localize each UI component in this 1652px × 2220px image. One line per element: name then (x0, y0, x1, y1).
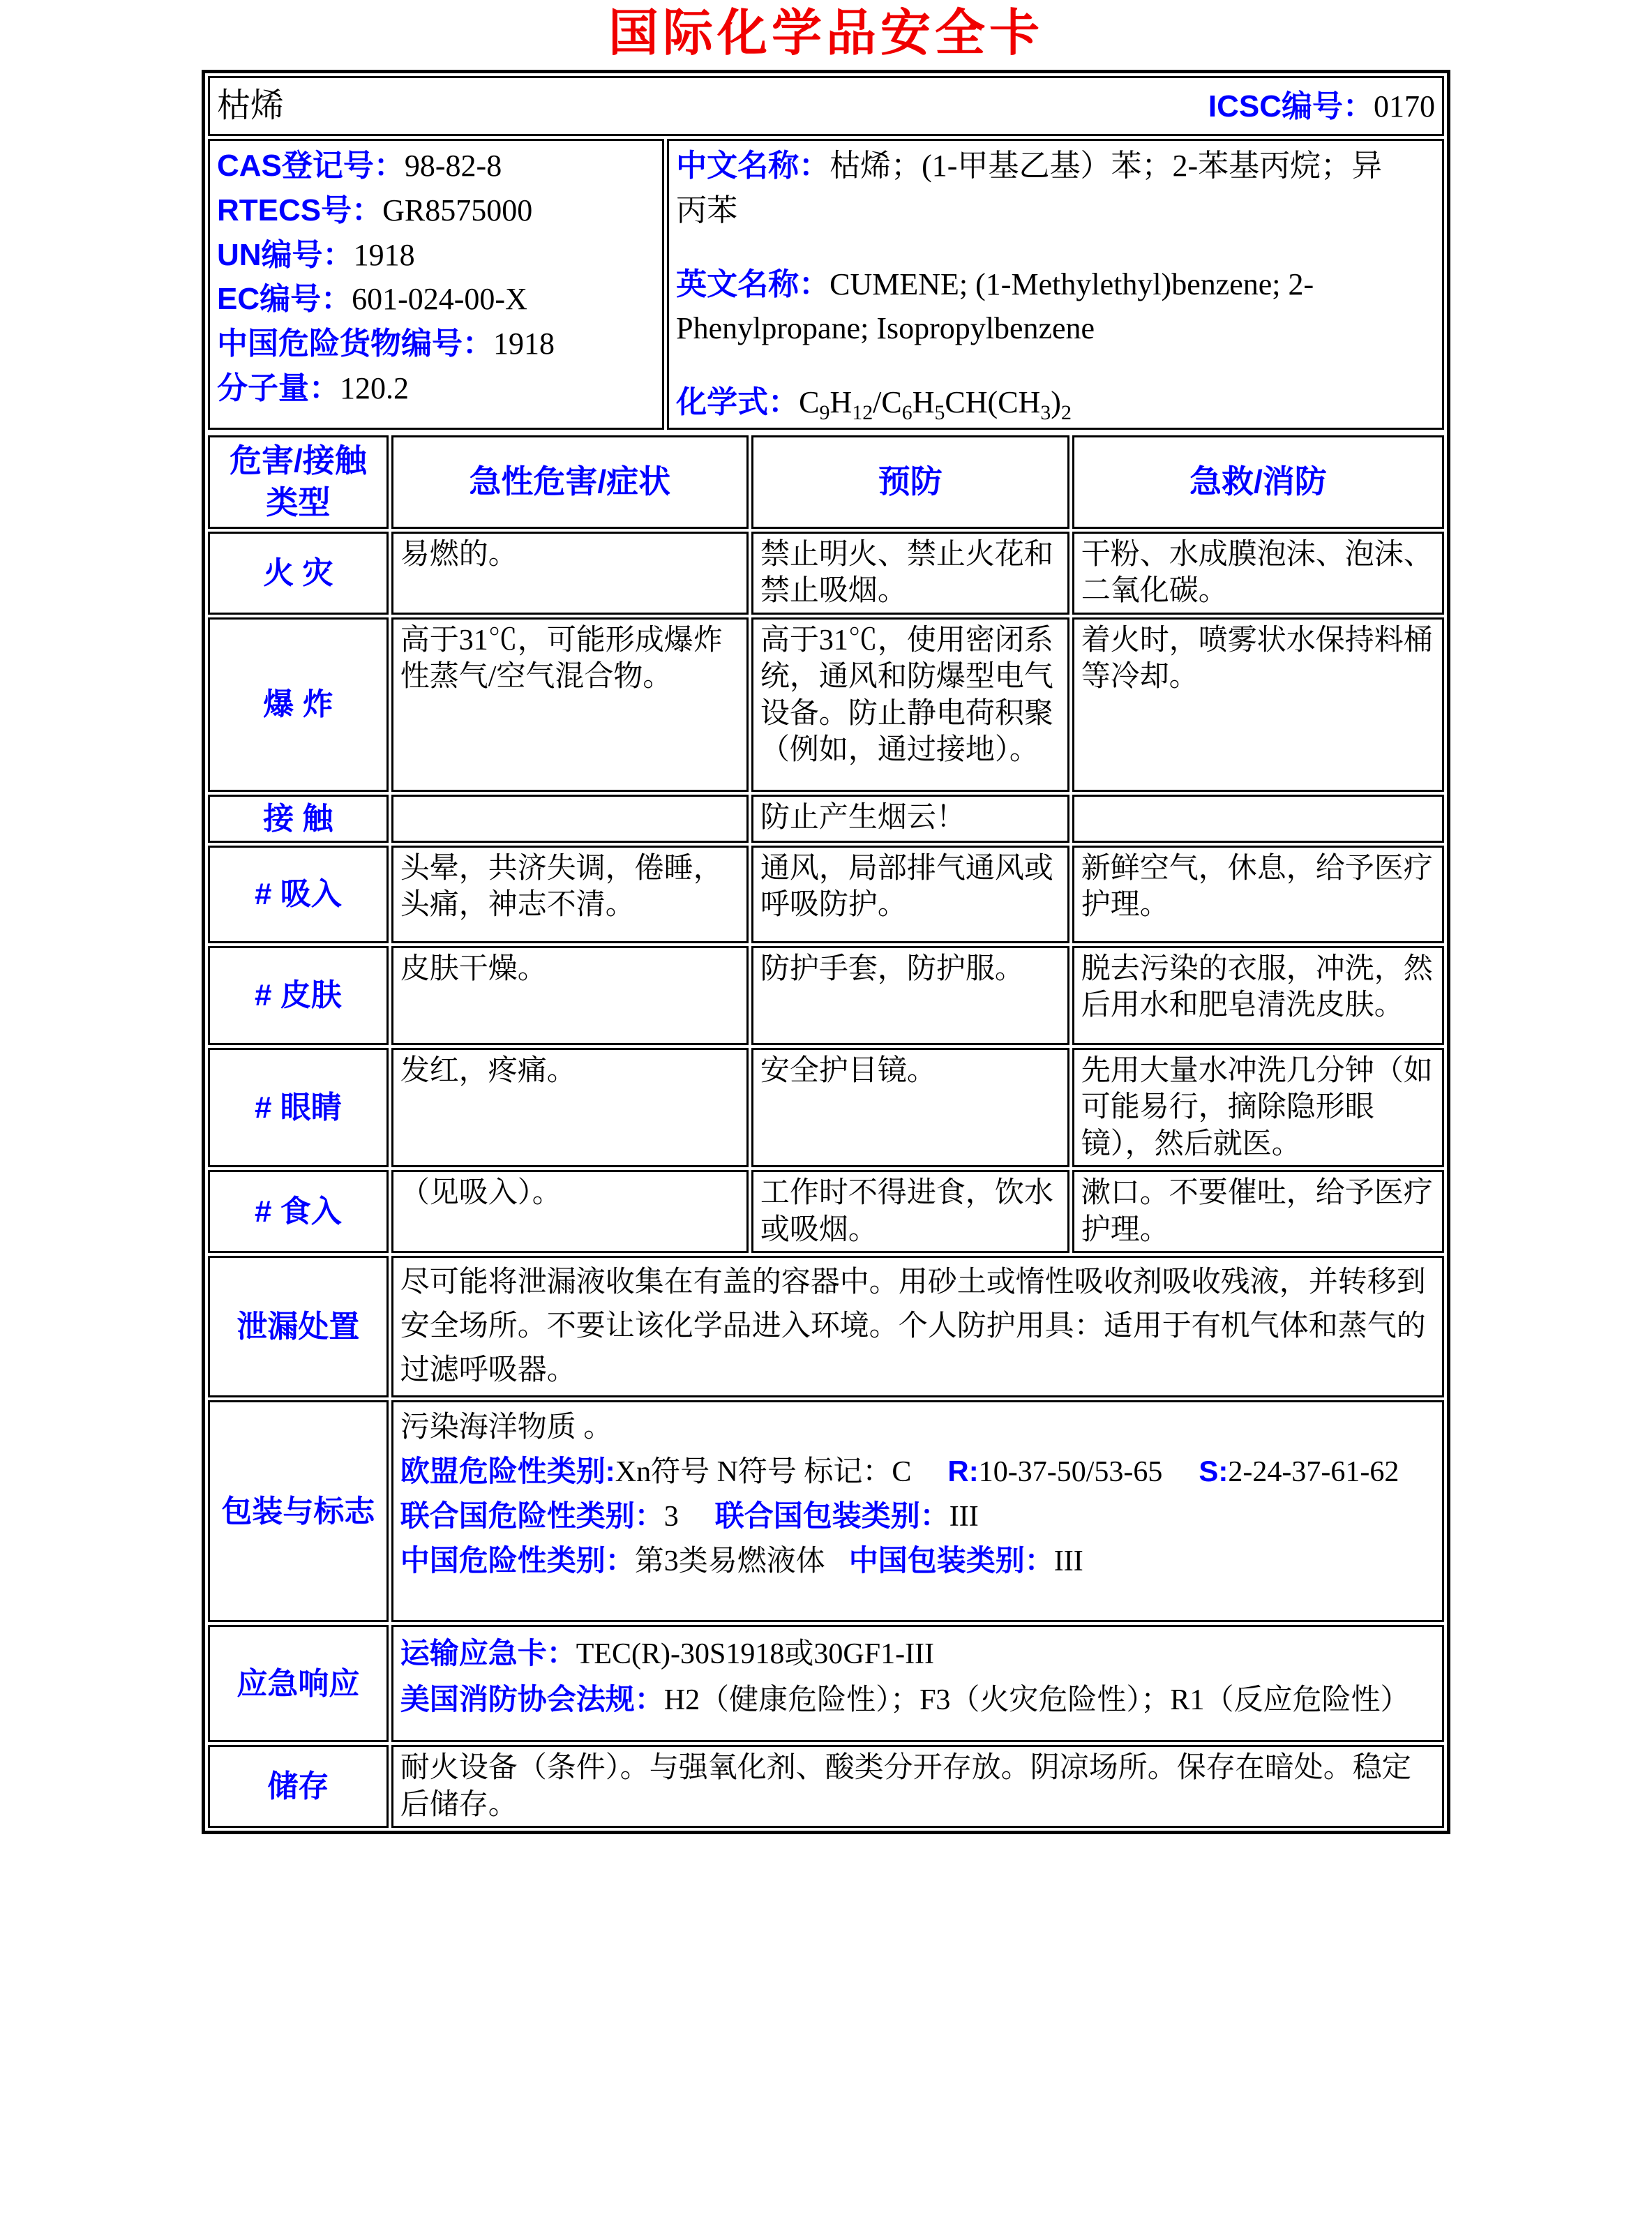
substance-name: 枯烯 (217, 87, 285, 124)
category-ingestion: # 食入 (208, 1170, 389, 1253)
col-header-hazard-type: 危害/接触类型 (208, 435, 389, 529)
col-header-prevention: 预防 (751, 435, 1069, 529)
icsc-number (1208, 87, 1435, 126)
category-explosion: 爆 炸 (208, 617, 389, 792)
un-pack-label: 联合国包装类别： (714, 1499, 949, 1532)
s-phrases-value: 2-24-37-61-62 (1228, 1455, 1399, 1488)
substance-header-cell (208, 76, 1444, 136)
inhalation-symptoms: 头晕，共济失调，倦睡，头痛，神志不清。 (391, 846, 749, 943)
skin-symptoms: 皮肤干燥。 (391, 946, 749, 1045)
inhalation-prevention: 通风，局部排气通风或呼吸防护。 (751, 846, 1069, 943)
tec-card-value: TEC(R)-30S1918或30GF1-III (576, 1638, 935, 1671)
category-inhalation: # 吸入 (208, 846, 389, 943)
table-row-eyes (208, 1048, 1444, 1168)
formula-value: $C_9H_{12}/C_6H_5CH(CH_3)_2$ (799, 385, 1072, 424)
tec-card-label: 运输应急卡： (400, 1637, 576, 1670)
hazard-header-row (208, 435, 1444, 529)
molweight-value: 120.2 (340, 370, 409, 405)
nfpa-label: 美国消防协会法规： (400, 1682, 664, 1716)
icsc-number-value: 0170 (1374, 89, 1435, 123)
english-name-value: CUMENE; (1-Methylethyl)benzene; 2-Phenylpropane; Isopropylbenzene (676, 267, 1314, 346)
info-row (208, 139, 1444, 430)
table-row-explosion (208, 617, 1444, 792)
storage-text: 耐火设备（条件）。与强氧化剂、酸类分开存放。阴凉场所。保存在暗处。稳定后储存。 (391, 1745, 1444, 1828)
cn-class-label: 中国危险性类别： (400, 1543, 635, 1577)
table-row-packaging (208, 1400, 1444, 1622)
inhalation-firstaid: 新鲜空气，休息，给予医疗护理。 (1072, 846, 1444, 943)
un-label: UN编号： (217, 237, 354, 272)
cn-pack-label: 中国包装类别： (848, 1543, 1054, 1577)
identifier-cas (217, 144, 655, 188)
eyes-firstaid: 先用大量水冲洗几分钟（如可能易行，摘除隐形眼镜），然后就医。 (1072, 1048, 1444, 1168)
top-table (205, 73, 1447, 433)
cn-dg-label: 中国危险货物编号： (217, 327, 493, 361)
un-classification-line (400, 1495, 1435, 1538)
molweight-label: 分子量： (217, 370, 340, 405)
category-contact: 接 触 (208, 795, 389, 843)
chemical-formula (676, 380, 1403, 425)
names-cell (667, 139, 1444, 430)
chinese-name (676, 144, 1403, 233)
eu-class-label: 欧盟危险性类别 (400, 1454, 606, 1487)
identifier-un (217, 233, 655, 278)
ingestion-firstaid: 漱口。不要催吐，给予医疗护理。 (1072, 1170, 1444, 1253)
cas-value: 98-82-8 (404, 149, 502, 183)
col-header-symptoms: 急性危害/症状 (391, 435, 749, 529)
packaging-content (391, 1400, 1444, 1622)
contact-symptoms (391, 795, 749, 843)
ec-value: 601-024-00-X (352, 282, 527, 317)
spill-text: 尽可能将泄漏液收集在有盖的容器中。用砂土或惰性吸收剂吸收残液，并转移到安全场所。不要让该化学品进入环境。个人防护用具：适用于有机气体和蒸气的过滤呼吸器。 (391, 1256, 1444, 1397)
category-storage: 储存 (208, 1745, 389, 1828)
english-name-label: 英文名称： (676, 267, 830, 301)
r-phrases-label: R: (947, 1454, 979, 1487)
identifiers-cell (208, 139, 664, 430)
fire-prevention: 禁止明火、禁止火花和禁止吸烟。 (751, 532, 1069, 615)
category-emergency: 应急响应 (208, 1625, 389, 1742)
cn-class-value: 第3类易燃液体 (634, 1545, 825, 1577)
rtecs-value: GR8575000 (382, 193, 533, 227)
fire-symptoms: 易燃的。 (391, 532, 749, 615)
eyes-prevention: 安全护目镜。 (751, 1048, 1069, 1168)
page-title: 国际化学品安全卡 (608, 6, 1044, 61)
table-row-skin (208, 946, 1444, 1045)
ingestion-prevention: 工作时不得进食，饮水或吸烟。 (751, 1170, 1069, 1253)
nfpa-value: H2（健康危险性）；F3（火灾危险性）；R1（反应危险性） (663, 1683, 1410, 1716)
skin-firstaid: 脱去污染的衣服，冲洗，然后用水和肥皂清洗皮肤。 (1072, 946, 1444, 1045)
ingestion-symptoms: （见吸入）。 (391, 1170, 749, 1253)
table-row-emergency (208, 1625, 1444, 1742)
category-fire: 火 灾 (208, 532, 389, 615)
category-eyes: # 眼睛 (208, 1048, 389, 1168)
un-class-value: 3 (663, 1500, 679, 1533)
skin-prevention: 防护手套，防护服。 (751, 946, 1069, 1045)
marine-pollutant-note: 污染海洋物质 。 (400, 1411, 613, 1444)
substance-header-row (208, 76, 1444, 136)
eu-class-colon: : (605, 1454, 615, 1487)
table-row-spill (208, 1256, 1444, 1397)
table-row-storage (208, 1745, 1444, 1828)
cas-label: CAS登记号： (217, 149, 405, 183)
identifier-cn-dangerous-goods (217, 322, 655, 366)
icsc-card (202, 70, 1450, 1834)
un-value: 1918 (353, 237, 415, 272)
hazard-table (205, 433, 1447, 1831)
cn-classification-line (400, 1540, 1435, 1583)
r-phrases-value: 10-37-50/53-65 (978, 1455, 1163, 1488)
icsc-number-label: ICSC编号： (1208, 89, 1374, 123)
identifier-rtecs (217, 188, 655, 233)
category-packaging: 包装与标志 (208, 1400, 389, 1622)
category-skin: # 皮肤 (208, 946, 389, 1045)
english-name (676, 262, 1403, 352)
cn-dg-value: 1918 (493, 327, 555, 361)
table-row-fire (208, 532, 1444, 615)
chinese-name-label: 中文名称： (676, 149, 830, 183)
contact-prevention: 防止产生烟云！ (751, 795, 1069, 843)
explosion-prevention: 高于31℃，使用密闭系统，通风和防爆型电气设备。防止静电荷积聚（例如，通过接地）。 (751, 617, 1069, 792)
explosion-symptoms: 高于31℃，可能形成爆炸性蒸气/空气混合物。 (391, 617, 749, 792)
contact-firstaid (1072, 795, 1444, 843)
formula-label: 化学式： (676, 385, 799, 420)
explosion-firstaid: 着火时，喷雾状水保持料桶等冷却。 (1072, 617, 1444, 792)
eu-classification-line (400, 1450, 1435, 1494)
emergency-content (391, 1625, 1444, 1742)
identifier-molweight (217, 366, 655, 411)
ec-label: EC编号： (217, 282, 352, 317)
un-class-label: 联合国危险性类别： (400, 1499, 664, 1532)
table-row-inhalation (208, 846, 1444, 943)
table-row-ingestion (208, 1170, 1444, 1253)
col-header-firstaid: 急救/消防 (1072, 435, 1444, 529)
tec-card-line (400, 1633, 1435, 1676)
eyes-symptoms: 发红，疼痛。 (391, 1048, 749, 1168)
cn-pack-value: III (1053, 1545, 1083, 1577)
identifier-ec (217, 277, 655, 322)
chinese-name-value: 枯烯；(1-甲基乙基）苯；2-苯基丙烷；异丙苯 (676, 149, 1383, 227)
eu-class-value: Xn符号 N符号 标记：C (615, 1455, 912, 1488)
nfpa-line (400, 1679, 1435, 1722)
s-phrases-label: S: (1199, 1454, 1229, 1487)
category-spill: 泄漏处置 (208, 1256, 389, 1397)
un-pack-value: III (949, 1500, 979, 1533)
rtecs-label: RTECS号： (217, 193, 383, 227)
table-row-contact (208, 795, 1444, 843)
fire-firstaid: 干粉、水成膜泡沫、泡沫、二氧化碳。 (1072, 532, 1444, 615)
